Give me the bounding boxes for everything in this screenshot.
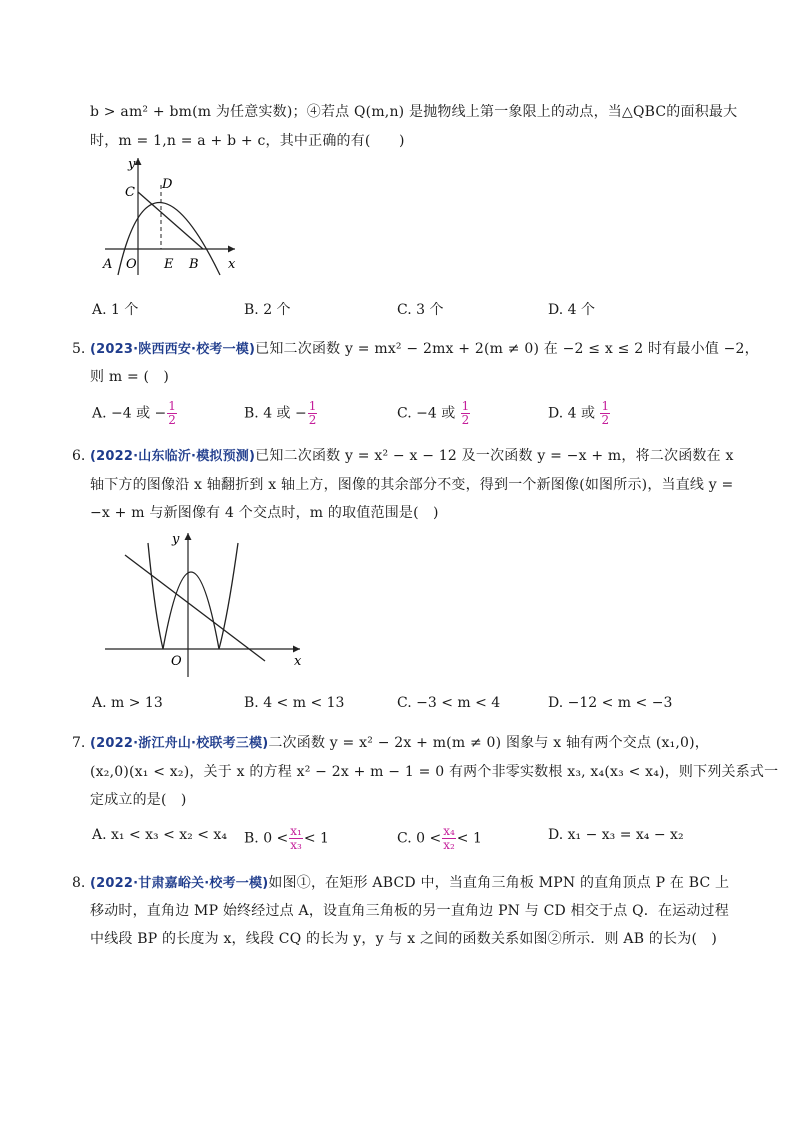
q7-stem: 二次函数 y = x² − 2x + m(m ≠ 0) 图象与 x 轴有两个交点 (x₁,0)， [268,735,710,751]
q5-stem: 已知二次函数 y = mx² − 2mx + 2(m ≠ 0) 在 −2 ≤ x ≤ 2 时有最小值 −2， [255,341,759,357]
q7-source: (2022·浙江舟山·校联考三模) [90,736,269,751]
q4-text-line-2: 时，m = 1,n = a + b + c，其中正确的有( ) [90,133,405,149]
label-x: x [228,257,236,272]
q6-folded-parabola-figure [100,525,320,685]
q6-option-c[interactable]: C. −3 < m < 4 [397,695,501,711]
q5-number: 5. [72,341,86,357]
line-y-neg-x-plus-m [125,555,265,661]
q5-source: (2023·陕西西安·校考一模) [90,342,256,357]
q4-text-line-1: b > am² + bm(m 为任意实数)；④若点 Q(m,n) 是抛物线上第一象限上的动点，当△QBC的面积最大 [90,104,738,120]
q6-text-line-3: −x + m 与新图像有 4 个交点时，m 的取值范围是( ) [90,505,439,521]
q4-option-a[interactable]: A. 1 个 [92,302,139,318]
q7-option-b[interactable]: B. 0 < $\frac{\text{x₁}}{\text{x₃}}$ < 1 [244,824,329,852]
q6-option-b[interactable]: B. 4 < m < 13 [244,695,345,711]
q5-text-line-1 [90,339,759,360]
label-o: O [126,257,137,272]
label-o: O [171,654,182,669]
q7-text-line-3: 定成立的是( ) [90,792,187,808]
q5-option-d[interactable]: D. 4 或 $\frac{1}{2}$ [548,399,610,427]
label-a: A [103,257,113,272]
q6-text-line-2: 轴下方的图像沿 x 轴翻折到 x 轴上方，图像的其余部分不变，得到一个新图像(如图所示)，当直线 y = [90,477,734,493]
label-d: D [162,177,173,192]
q5-option-c[interactable]: C. −4 或 $\frac{1}{2}$ [397,399,470,427]
q6-number: 6. [72,448,86,464]
q8-text-line-3: 中线段 BP 的长度为 x，线段 CQ 的长为 y，y 与 x 之间的函数关系如图②所示．则 AB 的长为( ) [90,931,717,947]
label-x: x [294,654,302,669]
label-y: y [128,157,136,172]
label-b: B [189,257,199,272]
q7-text-line-1 [90,733,730,754]
q4-option-c[interactable]: C. 3 个 [397,302,444,318]
q6-stem: 已知二次函数 y = x² − x − 12 及一次函数 y = −x + m，将二次函数在 x [255,448,734,464]
q4-option-d[interactable]: D. 4 个 [548,302,595,318]
q8-number: 8. [72,875,86,891]
q6-option-a[interactable]: A. m > 13 [92,695,163,711]
q8-text-line-2: 移动时，直角边 MP 始终经过点 A，设直角三角板的另一直角边 PN 与 CD 相交于点 Q．在运动过程 [90,903,729,919]
q7-number: 7. [72,735,86,751]
q4-option-b[interactable]: B. 2 个 [244,302,291,318]
q5-text-line-2: 则 m = ( ) [90,369,170,385]
q5-option-b[interactable]: B. 4 或 − $\frac{1}{2}$ [244,399,317,427]
q8-text-line-1 [90,873,730,894]
folded-arch [163,572,219,649]
label-y: y [172,532,180,547]
q8-stem: 如图①，在矩形 ABCD 中，当直角三角板 MPN 的直角顶点 P 在 BC 上 [268,875,730,891]
segment-cb [138,192,203,249]
q6-text-line-1 [90,446,734,467]
q6-option-d[interactable]: D. −12 < m < −3 [548,695,673,711]
left-branch [148,543,163,649]
label-e: E [164,257,174,272]
q5-option-a[interactable]: A. −4 或 − $\frac{1}{2}$ [92,399,176,427]
q7-option-a[interactable]: A. x₁ < x₃ < x₂ < x₄ [92,827,227,843]
q7-option-d[interactable]: D. x₁ − x₃ = x₄ − x₂ [548,827,684,843]
q6-source: (2022·山东临沂·模拟预测) [90,449,256,464]
q8-source: (2022·甘肃嘉峪关·校考一模) [90,876,269,891]
label-c: C [125,185,135,200]
q7-option-c[interactable]: C. 0 < $\frac{\text{x₄}}{\text{x₂}}$ < 1 [397,824,482,852]
q7-text-line-2: (x₂,0)(x₁ < x₂)，关于 x 的方程 x² − 2x + m − 1 = 0 有两个非零实数根 x₃, x₄(x₃ < x₄)，则下列关系式一 [90,764,779,780]
q4-parabola-figure [100,150,250,280]
